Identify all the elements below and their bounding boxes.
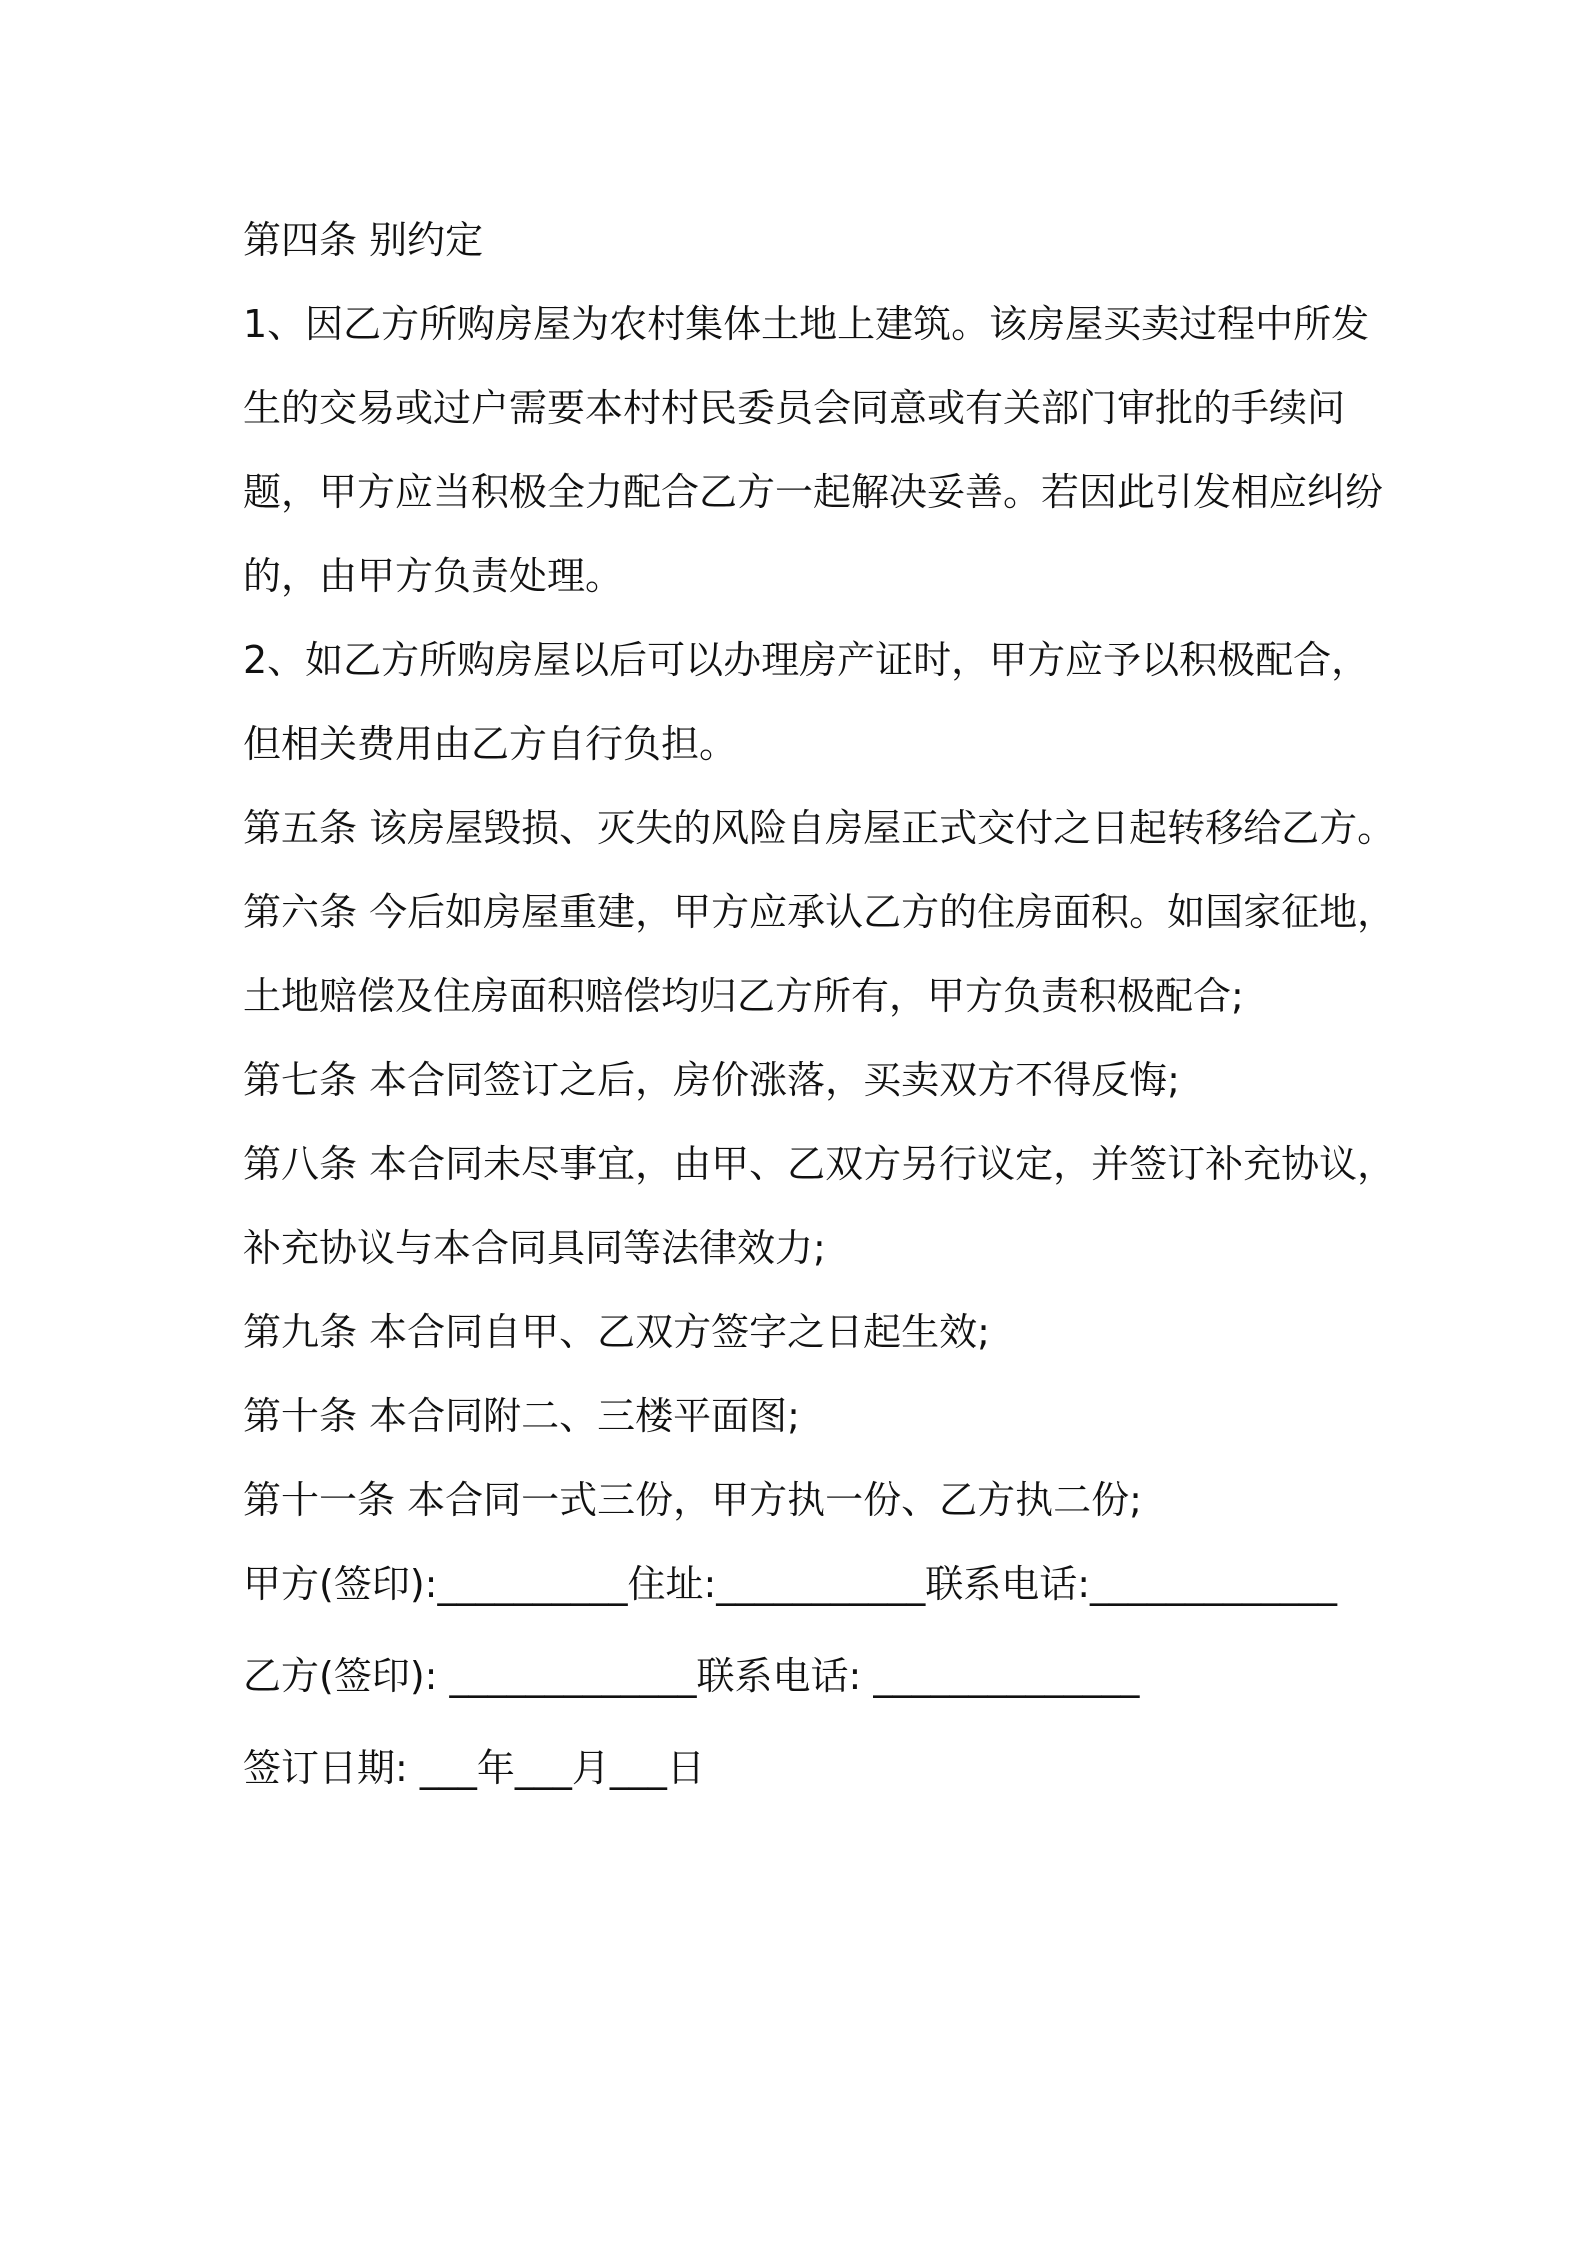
paragraph-line: 1、因乙方所购房屋为农村集体土地上建筑。该房屋买卖过程中所发 bbox=[243, 302, 1370, 346]
party-a-signature-line: 甲方(签印):__________住址:___________联系电话:_____________ bbox=[243, 1562, 1338, 1606]
party-b-signature-line: 乙方(签印): _____________联系电话: ______________ bbox=[243, 1654, 1140, 1698]
article-8: 第八条 本合同未尽事宜，由甲、乙双方另行议定，并签订补充协议， bbox=[243, 1142, 1396, 1186]
article-11: 第十一条 本合同一式三份，甲方执一份、乙方执二份; bbox=[243, 1478, 1142, 1522]
paragraph-line: 的，由甲方负责处理。 bbox=[243, 554, 624, 598]
article-4-heading: 第四条 别约定 bbox=[243, 218, 484, 262]
paragraph-line: 2、如乙方所购房屋以后可以办理房产证时，甲方应予以积极配合， bbox=[243, 638, 1370, 682]
article-5: 第五条 该房屋毁损、灭失的风险自房屋正式交付之日起转移给乙方。 bbox=[243, 806, 1396, 850]
contract-body bbox=[243, 198, 1396, 1810]
paragraph-line: 生的交易或过户需要本村村民委员会同意或有关部门审批的手续问 bbox=[243, 386, 1346, 430]
article-6: 第六条 今后如房屋重建，甲方应承认乙方的住房面积。如国家征地， bbox=[243, 890, 1396, 934]
paragraph-line: 补充协议与本合同具同等法律效力; bbox=[243, 1226, 826, 1270]
article-7: 第七条 本合同签订之后，房价涨落，买卖双方不得反悔; bbox=[243, 1058, 1180, 1102]
paragraph-line: 土地赔偿及住房面积赔偿均归乙方所有，甲方负责积极配合; bbox=[243, 974, 1244, 1018]
paragraph-line: 但相关费用由乙方自行负担。 bbox=[243, 722, 738, 766]
article-10: 第十条 本合同附二、三楼平面图; bbox=[243, 1394, 800, 1438]
article-9: 第九条 本合同自甲、乙双方签字之日起生效; bbox=[243, 1310, 990, 1354]
paragraph-line: 题，甲方应当积极全力配合乙方一起解决妥善。若因此引发相应纠纷 bbox=[243, 470, 1384, 514]
signing-date-line: 签订日期: ___年___月___日 bbox=[243, 1746, 705, 1790]
